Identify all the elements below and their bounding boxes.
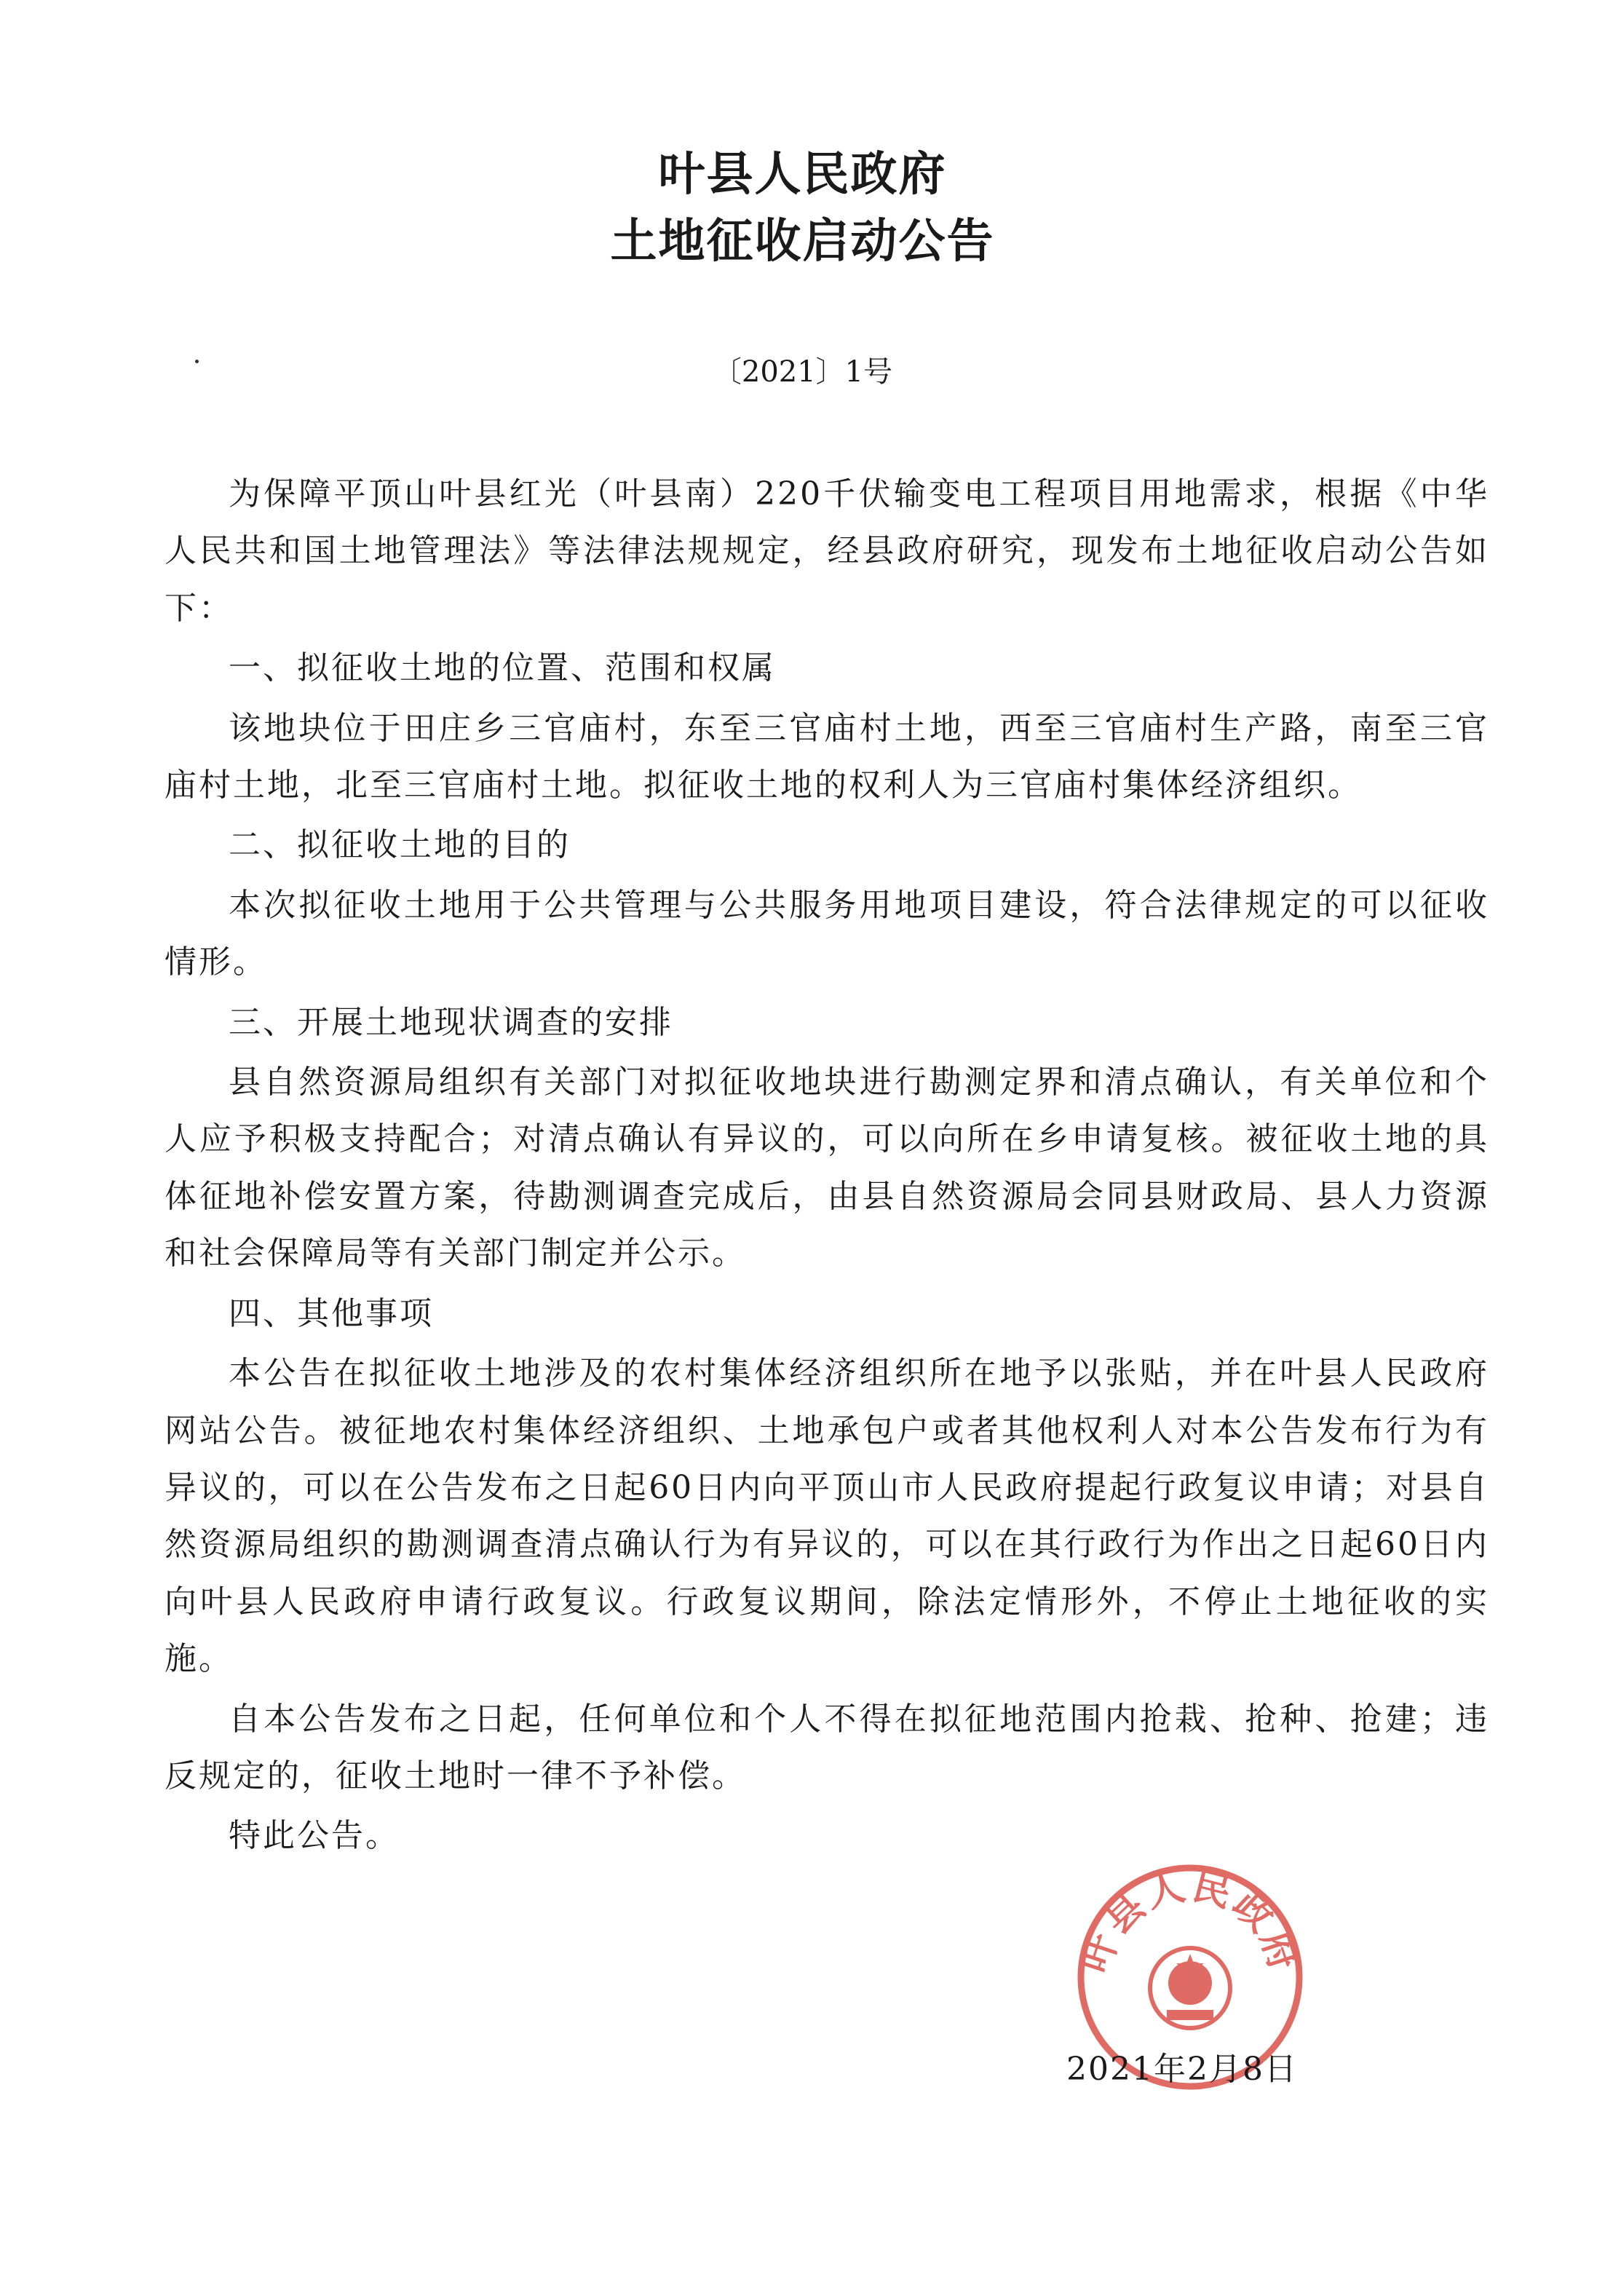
document-body	[165, 466, 1489, 1868]
section4-heading: 四、其他事项	[229, 1294, 434, 1332]
section2-heading: 二、拟征收土地的目的	[229, 826, 571, 864]
section2-paragraph: 本次拟征收土地用于公共管理与公共服务用地项目建设，符合法律规定的可以征收情形。	[165, 886, 1489, 981]
section1-heading: 一、拟征收土地的位置、范围和权属	[229, 649, 776, 687]
intro-paragraph: 为保障平顶山叶县红光（叶县南）220千伏输变电工程项目用地需求，根据《中华人民共和国土地管理法》等法律法规规定，经县政府研究，现发布土地征收启动公告如下：	[165, 475, 1489, 627]
seal-arc-text: 叶县人民政府	[1074, 1864, 1307, 1979]
closing-line: 特此公告。	[229, 1817, 400, 1855]
national-emblem-icon	[1150, 1948, 1230, 2028]
document-date: 2021年2月8日	[1066, 2051, 1298, 2088]
section3-paragraph: 县自然资源局组织有关部门对拟征收地块进行勘测定界和清点确认，有关单位和个人应予积极支持配合；对清点确认有异议的，可以向所在乡申请复核。被征收土地的具体征地补偿安置方案，待勘测调查完成后，由县自然资源局会同县财政局、县人力资源和社会保障局等有关部门制定并公示。	[165, 1064, 1489, 1272]
section3-heading: 三、开展土地现状调查的安排	[229, 1003, 673, 1041]
section4-paragraph2: 自本公告发布之日起，任何单位和个人不得在拟征地范围内抢栽、抢种、抢建；违反规定的，征收土地时一律不予补偿。	[165, 1700, 1489, 1794]
section1-paragraph: 该地块位于田庄乡三官庙村，东至三官庙村土地，西至三官庙村生产路，南至三官庙村土地，北至三官庙村土地。拟征收土地的权利人为三官庙村集体经济组织。	[165, 709, 1489, 804]
document-title-line2: 土地征收启动公告	[610, 215, 995, 269]
section4-paragraph1: 本公告在拟征收土地涉及的农村集体经济组织所在地予以张贴，并在叶县人民政府网站公告。被征地农村集体经济组织、土地承包户或者其他权利人对本公告发布行为有异议的，可以在公告发布之日起60日内向平顶山市人民政府提起行政复议申请；对县自然资源局组织的勘测调查清点确认行为有异议的，可以在其行政行为作出之日起60日内向叶县人民政府申请行政复议。行政复议期间，除法定情形外，不停止土地征收的实施。	[165, 1355, 1489, 1678]
document-title-line1: 叶县人民政府	[658, 148, 947, 202]
document-number: 〔2021〕1号	[712, 355, 893, 389]
